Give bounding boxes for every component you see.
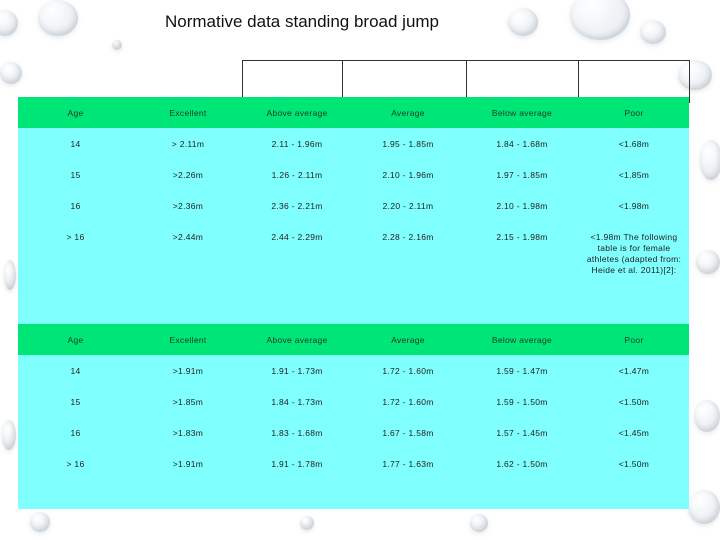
table-cell: 14 xyxy=(70,365,81,376)
water-drop-decoration xyxy=(30,512,50,532)
table-cell: <1.50m xyxy=(618,396,650,407)
water-drop-decoration xyxy=(470,514,488,532)
table-cell: 1.91 - 1.78m xyxy=(271,458,323,469)
water-drop-decoration xyxy=(640,20,666,44)
table-row xyxy=(18,417,689,448)
header-cell: Age xyxy=(18,97,133,128)
table-cell: 14 xyxy=(70,138,81,149)
table-cell: >1.91m xyxy=(172,365,204,376)
table-row xyxy=(18,448,689,479)
table-cell: 1.95 - 1.85m xyxy=(382,138,434,149)
table-cell: >2.26m xyxy=(172,169,204,180)
table-cell: <1.85m xyxy=(618,169,650,180)
table-cell: 1.26 - 2.11m xyxy=(271,169,323,180)
water-drop-decoration xyxy=(0,62,22,84)
table-cell: 15 xyxy=(70,396,81,407)
table-cell: >2.44m xyxy=(172,232,204,242)
header-cell: Excellent xyxy=(133,97,243,128)
table-cell: > 16 xyxy=(66,458,85,469)
table-cell: 1.84 - 1.73m xyxy=(271,396,323,407)
table-cell: 2.44 - 2.29m xyxy=(271,232,323,242)
table-row xyxy=(18,355,689,386)
water-drop-decoration xyxy=(112,40,122,50)
table-cell: <1.98m xyxy=(618,200,650,211)
water-drop-decoration xyxy=(300,516,314,530)
slide-title: Normative data standing broad jump xyxy=(164,12,440,31)
table-cell: 1.67 - 1.58m xyxy=(382,427,434,438)
table-cell: 2.15 - 1.98m xyxy=(496,232,548,242)
header-cell: Poor xyxy=(579,324,689,355)
table-cell-with-note: <1.98m The following table is for female athletes (adapted from: Heide et al. 2011)[2]: xyxy=(586,232,682,275)
table-row xyxy=(18,159,689,190)
table-cell: 1.91 - 1.73m xyxy=(271,365,323,376)
table-cell: >1.83m xyxy=(172,427,204,438)
table-cell: 1.77 - 1.63m xyxy=(382,458,434,469)
table-cell: <1.47m xyxy=(618,365,650,376)
table-cell: > 16 xyxy=(66,232,85,242)
table-cell: 2.10 - 1.98m xyxy=(496,200,548,211)
header-cell: Above average xyxy=(243,97,351,128)
table-cell: 1.72 - 1.60m xyxy=(382,365,434,376)
header-cell: Excellent xyxy=(133,324,243,355)
table-header-row xyxy=(18,324,689,355)
table-header-row xyxy=(18,97,689,128)
header-cell: Age xyxy=(18,324,133,355)
table-cell: >1.85m xyxy=(172,396,204,407)
table-cell: >2.36m xyxy=(172,200,204,211)
table-cell: 16 xyxy=(70,427,81,438)
header-cell: Average xyxy=(351,324,465,355)
table-cell: > 2.11m xyxy=(171,138,205,149)
table-cell: >1.91m xyxy=(172,458,204,469)
header-cell: Average xyxy=(351,97,465,128)
table-cell: 1.72 - 1.60m xyxy=(382,396,434,407)
water-drop-decoration xyxy=(694,400,720,432)
header-cell: Poor xyxy=(579,97,689,128)
water-drop-decoration xyxy=(700,140,720,180)
table-row xyxy=(18,221,689,324)
table-cell: 16 xyxy=(70,200,81,211)
table-row xyxy=(18,128,689,159)
table-cell: 2.10 - 1.96m xyxy=(382,169,434,180)
water-drop-decoration xyxy=(688,490,720,524)
table-cell: 2.28 - 2.16m xyxy=(382,232,434,242)
water-drop-decoration xyxy=(2,420,16,450)
header-cell: Below average xyxy=(465,97,579,128)
table-cell: 15 xyxy=(70,169,81,180)
table-cell: <1.50m xyxy=(618,458,650,469)
table-cell: 1.83 - 1.68m xyxy=(271,427,323,438)
header-cell: Below average xyxy=(465,324,579,355)
table-cell: 1.97 - 1.85m xyxy=(496,169,548,180)
table-cell: 2.11 - 1.96m xyxy=(271,138,323,149)
table-row xyxy=(18,190,689,221)
header-cell: Above average xyxy=(243,324,351,355)
table-cell: 2.36 - 2.21m xyxy=(271,200,323,211)
table-cell: 1.59 - 1.47m xyxy=(496,365,548,376)
water-drop-decoration xyxy=(696,250,720,274)
normative-data-table xyxy=(18,97,689,509)
table-cell: 1.84 - 1.68m xyxy=(496,138,548,149)
water-drop-decoration xyxy=(4,260,16,290)
table-cell: 1.57 - 1.45m xyxy=(496,427,548,438)
table-cell: 2.20 - 2.11m xyxy=(382,200,434,211)
table-row xyxy=(18,386,689,417)
table-cell: <1.45m xyxy=(618,427,650,438)
table-cell: 1.62 - 1.50m xyxy=(496,458,548,469)
table-cell: 1.59 - 1.50m xyxy=(496,396,548,407)
table-cell: <1.68m xyxy=(618,138,650,149)
